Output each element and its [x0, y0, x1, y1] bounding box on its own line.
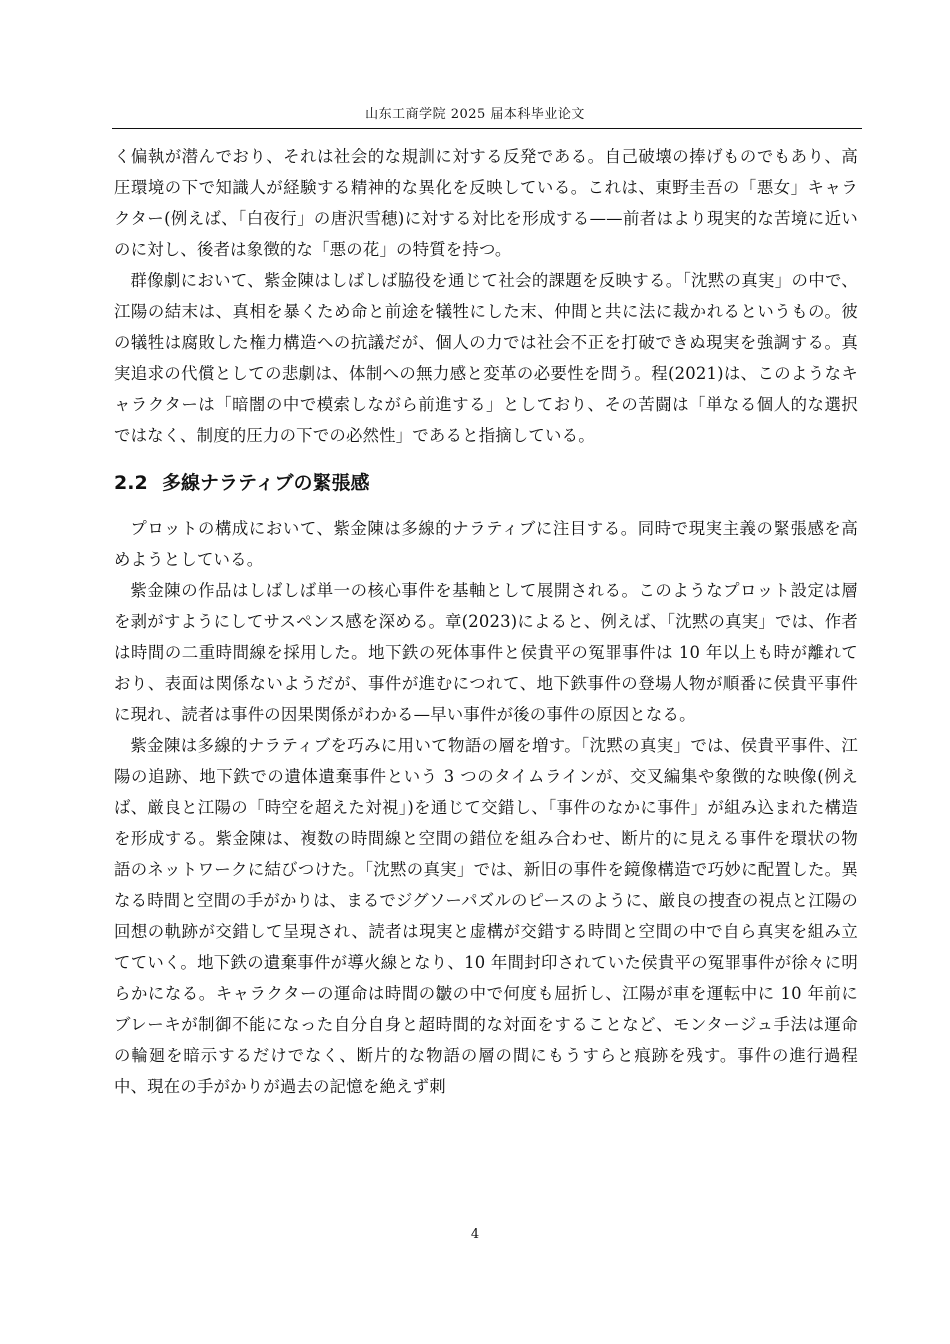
section-number: 2.2 — [114, 472, 148, 494]
document-body — [114, 141, 858, 1102]
body-paragraph: プロットの構成において、紫金陳は多線的ナラティブに注目する。同時で現実主義の緊張感を高めようとしている。 — [114, 519, 858, 569]
body-paragraph: く偏執が潜んでおり、それは社会的な規訓に対する反発である。自己破壊の捧げものでもあり、高圧環境の下で知識人が経験する精神的な異化を反映している。これは、東野圭吾の「悪女」キャラクター(例えば、「白夜行」の唐沢雪穂)に対する対比を形成する——前者はより現実的な苦境に近いのに対し、後者は象徴的な「悪の花」の特質を持つ。 — [114, 147, 858, 259]
body-paragraph: 紫金陳は多線的ナラティブを巧みに用いて物語の層を増す。「沈黙の真実」では、侯貴平事件、江陽の追跡、地下鉄での遺体遺棄事件という 3 つのタイムラインが、交叉編集や象徴的な映像(例えば、厳良と江陽の「時空を超えた対視」)を通じて交錯し、「事件のなかに事件」が組み込まれた構造を形成する。紫金陳は、複数の時間線と空間の錯位を組み合わせ、断片的に見える事件を環状の物語のネットワークに結びつけた。「沈黙の真実」では、新旧の事件を鏡像構造で巧妙に配置した。異なる時間と空間の手がかりは、まるでジグソーパズルのピースのように、厳良の捜査の視点と江陽の回想の軌跡が交錯して呈現され、読者は現実と虚構が交錯する時間と空間の中で自ら真実を組み立てていく。地下鉄の遺棄事件が導火線となり、10 年間封印されていた侯貴平の冤罪事件が徐々に明らかになる。キャラクターの運命は時間の皺の中で何度も屈折し、江陽が車を運転中に 10 年前にブレーキが制御不能になった自分自身と超時間的な対面をすることなど、モンタージュ手法は運命の輪廻を暗示するだけでなく、断片的な物語の層の間にもうすらと痕跡を残す。事件の進行過程中、現在の手がかりが過去の記憶を絶えず刺 — [114, 736, 858, 1096]
section-heading — [114, 465, 858, 501]
body-paragraph: 群像劇において、紫金陳はしばしば脇役を通じて社会的課題を反映する。「沈黙の真実」の中で、江陽の結末は、真相を暴くため命と前途を犠牲にした末、仲間と共に法に裁かれるというもの。彼の犠牲は腐敗した権力構造への抗議だが、個人の力では社会不正を打破できぬ現実を強調する。真実追求の代償としての悲劇は、体制への無力感と変革の必要性を問う。程(2021)は、このようなキャラクターは「暗闇の中で模索しながら前進する」としており、その苦闘は「単なる個人的な選択ではなく、制度的圧力の下での必然性」であると指摘している。 — [114, 271, 858, 445]
body-paragraph: 紫金陳の作品はしばしば単一の核心事件を基軸として展開される。このようなプロット設定は層を剥がすようにしてサスペンス感を深める。章(2023)によると、例えば、「沈黙の真実」では、作者は時間の二重時間線を採用した。地下鉄の死体事件と侯貴平の冤罪事件は 10 年以上も時が離れており、表面は関係ないようだが、事件が進むにつれて、地下鉄事件の登場人物が順番に侯貴平事件に現れ、読者は事件の因果関係がわかる—早い事件が後の事件の原因となる。 — [114, 581, 858, 724]
page-number: 4 — [470, 1227, 480, 1242]
page-header: 山东工商学院 2025 届本科毕业论文 — [365, 107, 585, 122]
header-divider — [112, 128, 862, 129]
section-title: 多線ナラティブの緊張感 — [162, 472, 370, 494]
